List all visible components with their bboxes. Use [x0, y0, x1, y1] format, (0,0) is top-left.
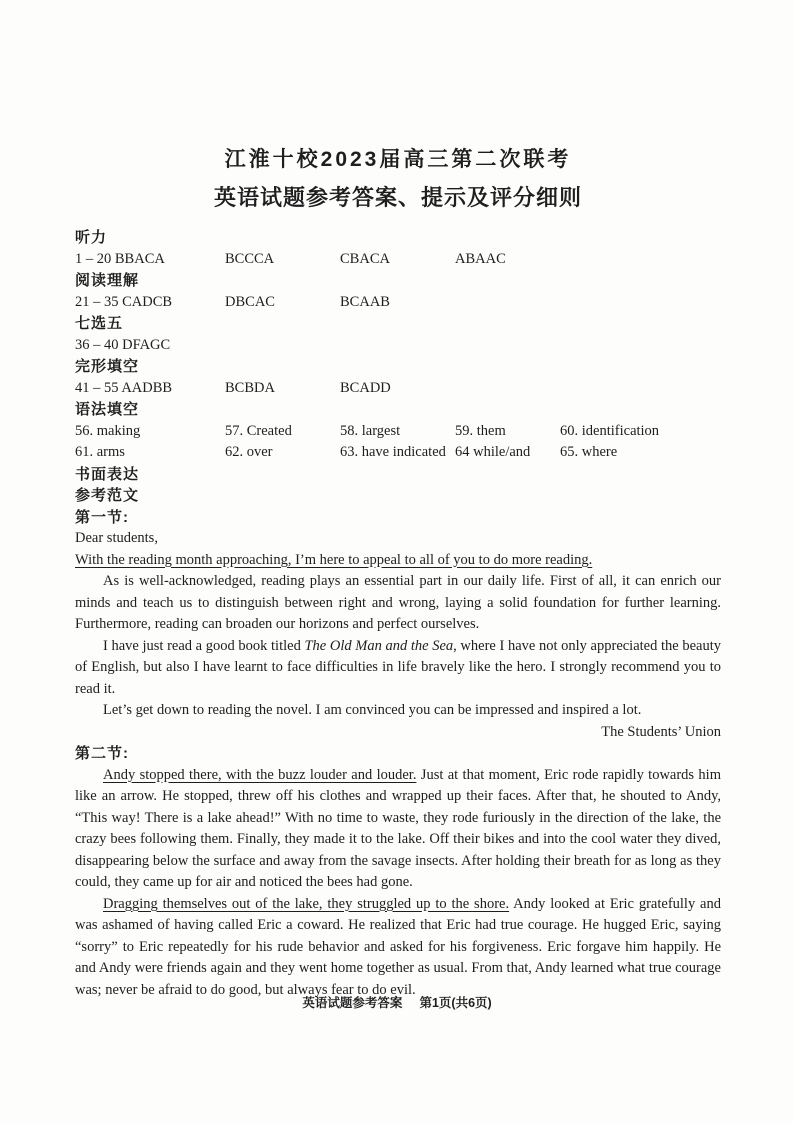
section-label-grammar-fill: 语法填空 — [75, 401, 140, 418]
answer-row — [75, 442, 721, 464]
part2-label: 第二节: — [75, 745, 129, 762]
part1-label: 第一节: — [75, 508, 129, 526]
page-footer — [0, 994, 794, 1012]
letter-salutation: Dear students, — [75, 530, 158, 546]
story-paragraph: Andy stopped there, with the buzz louder and louder. Just at that moment, Eric rode rapidly towards him like an arrow. He stopped, threw off his clothes and wrapped up their faces. After that, he shouted to Andy, “This way! There is a lake ahead!” With no time to waste, they rode furiously in the direction of the lake, the crazy bees following them. Finally, they made it to the lake. Off their bikes and into the cool water they dived, disappearing below the surface and away from the savage insects. After holding their breath for as long as they could, they came up for air and noticed the bees had gone. — [75, 766, 721, 890]
answer-cell: 63. have indicated — [340, 444, 446, 460]
letter-paragraph: Let’s get down to reading the novel. I am convinced you can be impressed and inspired a lot. — [103, 702, 642, 718]
answer-row — [75, 249, 721, 271]
section-label-listening: 听力 — [75, 229, 108, 246]
answer-cell: 1 – 20 BBACA — [75, 250, 165, 267]
answer-cell: 56. making — [75, 422, 141, 439]
section-label-reading: 阅读理解 — [75, 272, 140, 289]
answer-cell: BCADD — [340, 379, 391, 396]
footer-page-number: 第1页(共6页) — [419, 996, 492, 1010]
answer-cell: ABAAC — [455, 250, 506, 267]
answer-row — [75, 335, 721, 357]
exam-title: 江淮十校2023届高三第二次联考 — [224, 148, 572, 171]
story-paragraph: Dragging themselves out of the lake, they struggled up to the shore. Andy looked at Eric gratefully and was ashamed of having called Eric a coward. He realized that Eric had true courage. He hugged Eric, saying “sorry” to Eric repeatedly for his rude behavior and asked for his forgiveness. Eric forgave him happily. He and Andy were friends again and they went home together as usual. From that, Andy learned what true courage was; never be afraid to do good, but always fear to do evil. — [75, 895, 721, 998]
answer-cell: 65. where — [560, 444, 618, 460]
answer-cell: 58. largest — [340, 422, 401, 439]
page-title: 英语试题参考答案、提示及评分细则 — [213, 185, 582, 210]
answer-row — [75, 292, 721, 314]
answer-cell: 62. over — [225, 444, 273, 460]
answer-cell: 41 – 55 AADBB — [75, 379, 173, 396]
answer-cell: BCBDA — [225, 379, 275, 396]
footer-doc-title: 英语试题参考答案 — [302, 996, 403, 1010]
sample-essay-label: 参考范文 — [75, 487, 140, 504]
answer-row — [75, 378, 721, 400]
answer-cell: 21 – 35 CADCB — [75, 293, 173, 310]
letter-paragraph: I have just read a good book titled The Old Man and the Sea, where I have not only appreciated the beauty of English, but also I have learnt to face difficulties in life bravely like the hero. I strongly recommend you to read it. — [75, 637, 722, 697]
answer-cell: 57. Created — [225, 422, 292, 439]
section-label-written-expression: 书面表达 — [75, 465, 140, 483]
answer-cell: DBCAC — [225, 293, 275, 310]
letter-signature: The Students’ Union — [601, 723, 721, 740]
letter-opening-sentence: With the reading month approaching, I’m here to appeal to all of you to do more reading. — [75, 551, 593, 568]
answer-cell: 36 – 40 DFAGC — [75, 336, 171, 353]
document-body — [75, 146, 721, 1001]
answer-cell: BCCCA — [225, 250, 275, 267]
answer-cell: 59. them — [455, 422, 506, 439]
answer-cell: CBACA — [340, 250, 390, 267]
answer-row — [75, 421, 721, 443]
section-label-seven-choose-five: 七选五 — [75, 315, 124, 332]
answer-cell: 64 while/and — [455, 444, 531, 460]
letter-paragraph: As is well-acknowledged, reading plays an essential part in our daily life. First of all, it can enrich our minds and teach us to distinguish between right and wrong, laying a solid foundation for further learning. Furthermore, reading can broaden our horizons and perfect ourselves. — [75, 573, 721, 632]
answer-cell: 61. arms — [75, 444, 125, 460]
answer-cell: BCAAB — [340, 293, 390, 310]
answer-cell: 60. identification — [560, 422, 660, 439]
section-label-cloze: 完形填空 — [75, 358, 140, 375]
